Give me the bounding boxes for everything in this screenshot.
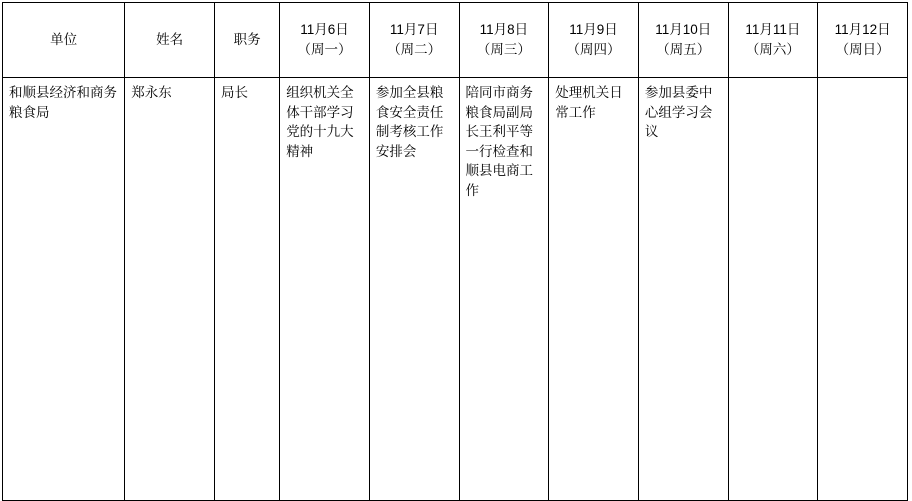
cell-nov7: 参加全县粮食安全责任制考核工作安排会 (369, 78, 459, 501)
column-header-nov12-date: 11月12日 (834, 21, 891, 37)
cell-nov8: 陪同市商务粮食局副局长王利平等一行检查和顺县电商工作 (459, 78, 549, 501)
column-header-nov9 (549, 3, 639, 78)
column-header-nov9-weekday: （周四） (566, 42, 621, 57)
weekly-schedule-table (2, 2, 908, 501)
column-header-nov11-date: 11月11日 (745, 21, 801, 37)
cell-name: 郑永东 (125, 78, 215, 501)
column-header-nov9-date: 11月9日 (569, 21, 618, 37)
cell-nov12 (818, 78, 908, 501)
column-header-nov6-weekday: （周一） (297, 42, 352, 57)
column-header-nov6 (280, 3, 370, 78)
column-header-nov8 (459, 3, 549, 78)
column-header-nov11-weekday: （周六） (745, 42, 800, 57)
column-header-title (214, 3, 279, 78)
column-header-nov8-weekday: （周三） (476, 42, 531, 57)
column-header-unit-line1: 单位 (50, 31, 78, 47)
column-header-nov7-weekday: （周二） (387, 42, 442, 57)
column-header-nov10-date: 11月10日 (655, 21, 712, 37)
column-header-nov11 (728, 3, 818, 78)
column-header-name-line1: 姓名 (156, 31, 184, 47)
schedule-sheet (0, 2, 912, 489)
cell-title: 局长 (214, 78, 279, 501)
column-header-nov12-weekday: （周日） (835, 42, 890, 57)
column-header-nov12 (818, 3, 908, 78)
table-header-row (3, 3, 908, 78)
column-header-nov10 (638, 3, 728, 78)
cell-nov6: 组织机关全体干部学习党的十九大精神 (280, 78, 370, 501)
cell-unit: 和顺县经济和商务粮食局 (3, 78, 125, 501)
column-header-nov6-date: 11月6日 (300, 21, 349, 37)
column-header-name (125, 3, 215, 78)
cell-nov11 (728, 78, 818, 501)
column-header-nov8-date: 11月8日 (479, 21, 529, 37)
column-header-unit (3, 3, 125, 78)
table-row (3, 78, 908, 501)
column-header-title-line1: 职务 (233, 31, 261, 47)
cell-nov10: 参加县委中心组学习会议 (638, 78, 728, 501)
column-header-nov10-weekday: （周五） (656, 42, 711, 57)
cell-nov9: 处理机关日常工作 (549, 78, 639, 501)
column-header-nov7 (369, 3, 459, 78)
column-header-nov7-date: 11月7日 (389, 21, 439, 37)
